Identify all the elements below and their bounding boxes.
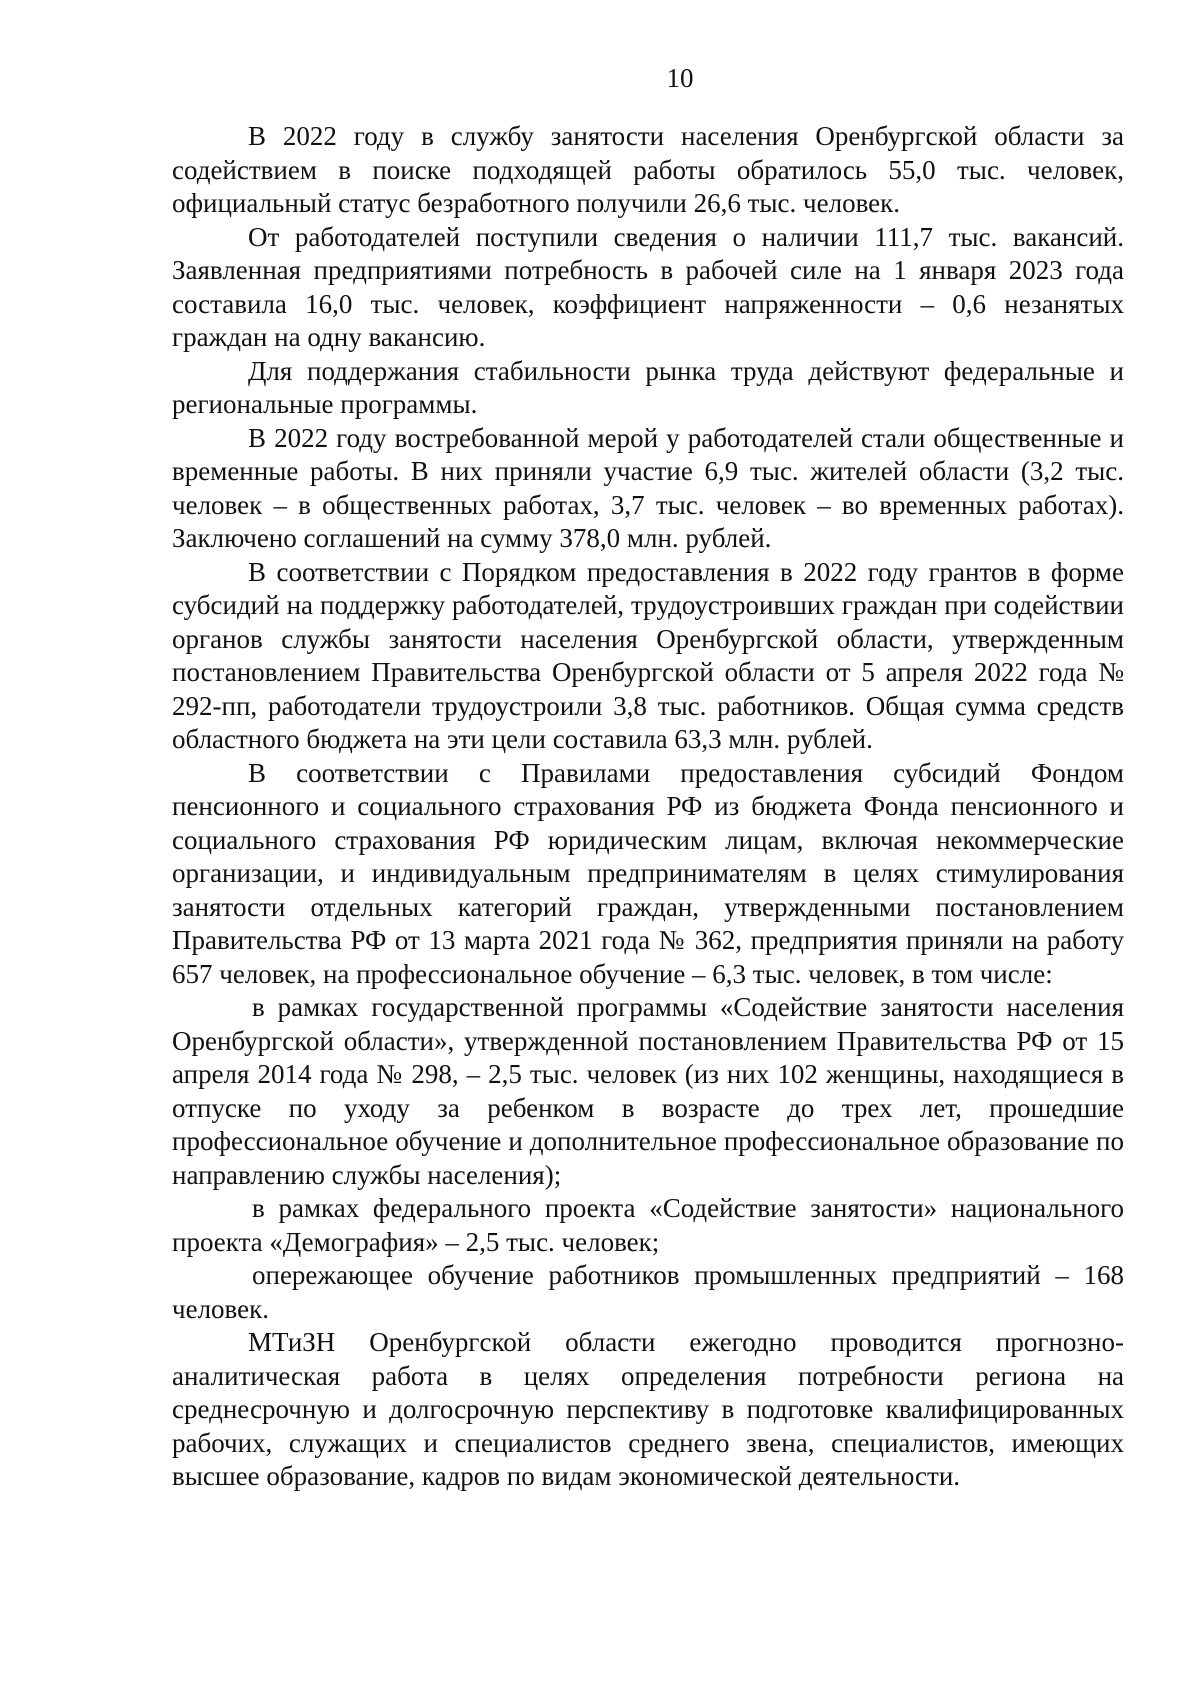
paragraph-fund-subsidies: В соответствии с Правилами предоставления субсидий Фондом пенсионного и социального страхования РФ из бюджета Фонда пенсионного и социального страхования РФ юридическим лицам, включая некоммерческие организации, и индивидуальным предпринимателям в целях стимулирования занятости отдельных категорий граждан, утвержденными постановлением Правительства РФ от 13 марта 2021 года № 362, предприятия приняли на работу 657 человек, на профессиональное обучение – 6,3 тыс. человек, в том числе: xyxy=(172,757,1124,989)
paragraph-vacancies: От работодателей поступили сведения о наличии 111,7 тыс. вакансий. Заявленная предприятиями потребность в рабочей силе на 1 января 2023 года составила 16,0 тыс. человек, коэффициент напряженности – 0,6 незанятых граждан на одну вакансию. xyxy=(172,221,1124,352)
list-item-advanced-training: опережающее обучение работников промышленных предприятий – 168 человек. xyxy=(172,1260,1124,1324)
paragraph-grants: В соответствии с Порядком предоставления в 2022 году грантов в форме субсидий на поддержку работодателей, трудоустроивших граждан при содействии органов службы занятости населения Оренбургской области, утвержденным постановлением Правительства Оренбургской области от 5 апреля 2022 года № 292-пп, работодатели трудоустроили 3,8 тыс. работников. Общая сумма средств областного бюджета на эти цели составила 63,3 млн. рублей. xyxy=(172,556,1124,754)
paragraph-forecasting: МТиЗН Оренбургской области ежегодно проводится прогнозно-аналитическая работа в целях определения потребности региона на среднесрочную и долгосрочную перспективу в подготовке квалифицированных рабочих, служащих и специалистов среднего звена, специалистов, имеющих высшее образование, кадров по видам экономической деятельности. xyxy=(172,1327,1124,1491)
list-item-federal-project: в рамках федерального проекта «Содействие занятости» национального проекта «Демография» – 2,5 тыс. человек; xyxy=(172,1193,1124,1257)
page-number: 10 xyxy=(666,63,694,93)
document-body xyxy=(172,120,1124,1494)
list-item-state-program: в рамках государственной программы «Содействие занятости населения Оренбургской области», утвержденной постановлением Правительства РФ от 15 апреля 2014 года № 298, – 2,5 тыс. человек (из них 102 женщины, находящиеся в отпуске по уходу за ребенком в возрасте до трех лет, прошедшие профессиональное обучение и дополнительное профессиональное образование по направлению службы населения); xyxy=(172,992,1124,1190)
paragraph-programs: Для поддержания стабильности рынка труда действуют федеральные и региональные программы. xyxy=(172,355,1124,419)
paragraph-job-seekers: В 2022 году в службу занятости населения Оренбургской области за содействием в поиске подходящей работы обратилось 55,0 тыс. человек, официальный статус безработного получили 26,6 тыс. человек. xyxy=(172,121,1124,218)
paragraph-public-works: В 2022 году востребованной мерой у работодателей стали общественные и временные работы. В них приняли участие 6,9 тыс. жителей области (3,2 тыс. человек – в общественных работах, 3,7 тыс. человек – во временных работах). Заключено соглашений на сумму 378,0 млн. рублей. xyxy=(172,422,1124,553)
